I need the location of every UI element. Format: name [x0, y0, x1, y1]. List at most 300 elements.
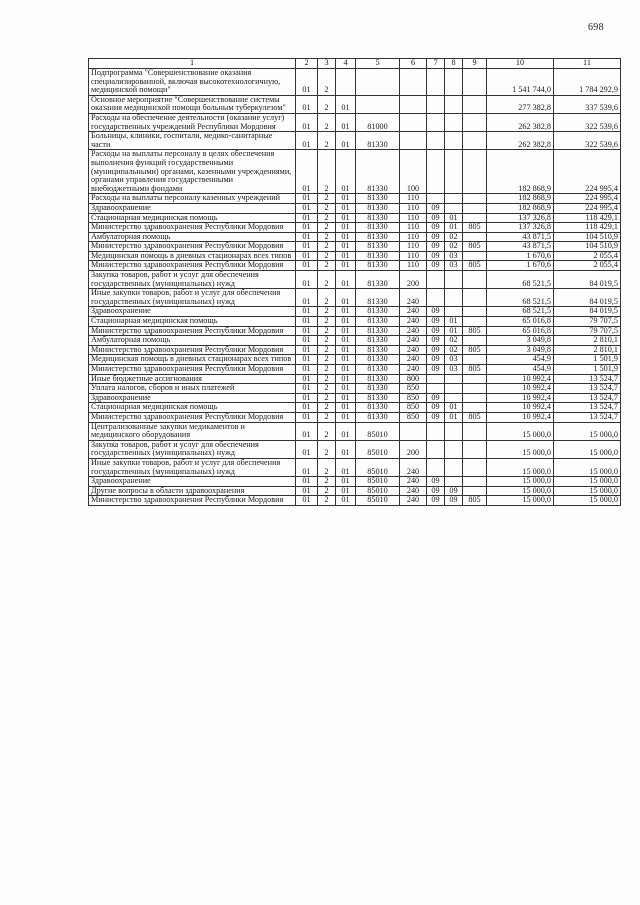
subsection-code: 03 [445, 251, 463, 261]
activity-code: 01 [336, 486, 356, 496]
ministry-code [463, 271, 487, 289]
line-item-name: Здравоохранение [89, 307, 296, 317]
subprogram-code: 2 [318, 242, 336, 252]
amount-year-1: 68 521,5 [487, 289, 554, 307]
line-item-name: Здравоохранение [89, 203, 296, 213]
amount-year-1: 10 992,4 [487, 384, 554, 394]
expense-direction-code: 81330 [356, 326, 400, 336]
table-row [89, 477, 621, 487]
section-code [427, 458, 445, 476]
subprogram-code: 2 [318, 440, 336, 458]
expense-direction-code: 85010 [356, 486, 400, 496]
activity-code: 01 [336, 336, 356, 346]
amount-year-1: 454,9 [487, 355, 554, 365]
program-code: 01 [296, 486, 318, 496]
amount-year-1: 15 000,0 [487, 458, 554, 476]
section-code [427, 194, 445, 204]
activity-code: 01 [336, 113, 356, 131]
program-code: 01 [296, 317, 318, 327]
section-code: 09 [427, 393, 445, 403]
program-code: 01 [296, 194, 318, 204]
line-item-name: Здравоохранение [89, 477, 296, 487]
table-row [89, 150, 621, 194]
section-code [427, 271, 445, 289]
section-code: 09 [427, 403, 445, 413]
table-row [89, 317, 621, 327]
table-row [89, 194, 621, 204]
expense-type-code: 240 [400, 289, 427, 307]
line-item-name: Министерство здравоохранения Республики Мордовия [89, 261, 296, 271]
subprogram-code: 2 [318, 113, 336, 131]
table-row [89, 486, 621, 496]
activity-code: 01 [336, 251, 356, 261]
line-item-name: Стационарная медицинская помощь [89, 213, 296, 223]
program-code: 01 [296, 213, 318, 223]
subprogram-code: 2 [318, 326, 336, 336]
amount-year-1: 10 992,4 [487, 403, 554, 413]
program-code: 01 [296, 69, 318, 96]
program-code: 01 [296, 345, 318, 355]
table-row [89, 336, 621, 346]
line-item-name: Уплата налогов, сборов и иных платежей [89, 384, 296, 394]
line-item-name: Амбулаторная помощь [89, 232, 296, 242]
program-code: 01 [296, 132, 318, 150]
line-item-name: Централизованные закупки медикаментов и медицинского оборудования [89, 422, 296, 440]
expense-type-code: 850 [400, 393, 427, 403]
expense-direction-code [356, 69, 400, 96]
subprogram-code: 2 [318, 458, 336, 476]
ministry-code [463, 251, 487, 261]
section-code: 09 [427, 213, 445, 223]
column-header-5: 5 [356, 59, 400, 69]
subsection-code [445, 477, 463, 487]
line-item-name: Министерство здравоохранения Республики Мордовия [89, 496, 296, 506]
page-number: 698 [588, 22, 604, 33]
program-code: 01 [296, 150, 318, 194]
subprogram-code: 2 [318, 213, 336, 223]
line-item-name: Закупка товаров, работ и услуг для обеспечения государственных (муниципальных) нужд [89, 440, 296, 458]
section-code [427, 69, 445, 96]
ministry-code [463, 113, 487, 131]
expense-type-code: 110 [400, 242, 427, 252]
expense-direction-code: 81330 [356, 289, 400, 307]
column-header-2: 2 [296, 59, 318, 69]
table-row [89, 113, 621, 131]
subprogram-code: 2 [318, 150, 336, 194]
amount-year-2: 118 429,1 [554, 213, 621, 223]
column-header-4: 4 [336, 59, 356, 69]
section-code: 09 [427, 223, 445, 233]
expense-direction-code: 81330 [356, 223, 400, 233]
subsection-code [445, 132, 463, 150]
activity-code: 01 [336, 393, 356, 403]
subsection-code: 09 [445, 486, 463, 496]
subprogram-code: 2 [318, 393, 336, 403]
expense-type-code: 240 [400, 365, 427, 375]
subsection-code: 09 [445, 496, 463, 506]
program-code: 01 [296, 113, 318, 131]
section-code: 09 [427, 345, 445, 355]
amount-year-1: 65 016,8 [487, 326, 554, 336]
subsection-code: 01 [445, 326, 463, 336]
expense-direction-code: 81330 [356, 242, 400, 252]
section-code: 09 [427, 317, 445, 327]
table-row [89, 458, 621, 476]
section-code: 09 [427, 242, 445, 252]
activity-code: 01 [336, 307, 356, 317]
line-item-name: Медицинская помощь в дневных стационарах всех типов [89, 355, 296, 365]
activity-code: 01 [336, 203, 356, 213]
expense-direction-code: 81330 [356, 194, 400, 204]
expense-direction-code: 81330 [356, 213, 400, 223]
subsection-code [445, 422, 463, 440]
subprogram-code: 2 [318, 194, 336, 204]
table-row [89, 412, 621, 422]
line-item-name: Иные закупки товаров, работ и услуг для обеспечения государственных (муниципальных) нужд [89, 289, 296, 307]
amount-year-1: 262 382,8 [487, 113, 554, 131]
ministry-code [463, 232, 487, 242]
expense-direction-code: 81330 [356, 384, 400, 394]
section-code: 09 [427, 336, 445, 346]
subsection-code [445, 69, 463, 96]
expense-direction-code: 81330 [356, 203, 400, 213]
amount-year-1: 15 000,0 [487, 477, 554, 487]
program-code: 01 [296, 232, 318, 242]
activity-code: 01 [336, 412, 356, 422]
table-row [89, 251, 621, 261]
table-body [89, 69, 621, 506]
line-item-name: Больницы, клиники, госпитали, медико-санитарные части [89, 132, 296, 150]
expense-type-code: 240 [400, 345, 427, 355]
expense-type-code: 110 [400, 251, 427, 261]
amount-year-1: 15 000,0 [487, 486, 554, 496]
subsection-code [445, 203, 463, 213]
activity-code: 01 [336, 326, 356, 336]
program-code: 01 [296, 422, 318, 440]
amount-year-2: 13 524,7 [554, 393, 621, 403]
amount-year-2: 79 707,5 [554, 326, 621, 336]
ministry-code: 805 [463, 326, 487, 336]
activity-code: 01 [336, 261, 356, 271]
line-item-name: Основное мероприятие "Совершенствование системы оказания медицинской помощи больным туберкулезом" [89, 95, 296, 113]
expense-type-code [400, 132, 427, 150]
expense-type-code: 110 [400, 203, 427, 213]
activity-code: 01 [336, 458, 356, 476]
expense-type-code: 110 [400, 213, 427, 223]
amount-year-2: 15 000,0 [554, 496, 621, 506]
subsection-code: 03 [445, 261, 463, 271]
section-code [427, 422, 445, 440]
program-code: 01 [296, 384, 318, 394]
expense-type-code: 240 [400, 458, 427, 476]
section-code: 09 [427, 203, 445, 213]
subsection-code [445, 289, 463, 307]
subprogram-code: 2 [318, 477, 336, 487]
expense-direction-code: 85010 [356, 440, 400, 458]
amount-year-2: 2 810,1 [554, 345, 621, 355]
subsection-code [445, 374, 463, 384]
program-code: 01 [296, 223, 318, 233]
amount-year-2: 2 055,4 [554, 251, 621, 261]
table-row [89, 203, 621, 213]
line-item-name: Стационарная медицинская помощь [89, 317, 296, 327]
amount-year-1: 3 049,8 [487, 345, 554, 355]
amount-year-2: 15 000,0 [554, 477, 621, 487]
expense-direction-code: 81330 [356, 345, 400, 355]
expense-type-code: 240 [400, 317, 427, 327]
amount-year-1: 182 868,9 [487, 194, 554, 204]
program-code: 01 [296, 242, 318, 252]
column-header-10: 10 [487, 59, 554, 69]
ministry-code: 805 [463, 261, 487, 271]
activity-code: 01 [336, 150, 356, 194]
subsection-code [445, 440, 463, 458]
expense-type-code: 240 [400, 336, 427, 346]
line-item-name: Закупка товаров, работ и услуг для обеспечения государственных (муниципальных) нужд [89, 271, 296, 289]
expense-type-code [400, 113, 427, 131]
program-code: 01 [296, 403, 318, 413]
subprogram-code: 2 [318, 496, 336, 506]
table-row [89, 393, 621, 403]
amount-year-1: 1 541 744,0 [487, 69, 554, 96]
table-row [89, 496, 621, 506]
expense-direction-code: 81330 [356, 365, 400, 375]
ministry-code [463, 95, 487, 113]
subprogram-code: 2 [318, 69, 336, 96]
ministry-code: 805 [463, 412, 487, 422]
expense-type-code: 240 [400, 307, 427, 317]
line-item-name: Иные закупки товаров, работ и услуг для обеспечения государственных (муниципальных) нужд [89, 458, 296, 476]
table-row [89, 289, 621, 307]
table-row [89, 223, 621, 233]
amount-year-1: 10 992,4 [487, 374, 554, 384]
expense-direction-code: 81330 [356, 355, 400, 365]
subsection-code [445, 95, 463, 113]
table-row [89, 261, 621, 271]
program-code: 01 [296, 326, 318, 336]
program-code: 01 [296, 477, 318, 487]
subprogram-code: 2 [318, 317, 336, 327]
subsection-code [445, 393, 463, 403]
table-row [89, 440, 621, 458]
activity-code: 01 [336, 213, 356, 223]
amount-year-2: 15 000,0 [554, 486, 621, 496]
ministry-code [463, 374, 487, 384]
program-code: 01 [296, 355, 318, 365]
ministry-code [463, 289, 487, 307]
amount-year-2: 104 510,9 [554, 242, 621, 252]
program-code: 01 [296, 336, 318, 346]
amount-year-1: 15 000,0 [487, 496, 554, 506]
subprogram-code: 2 [318, 271, 336, 289]
ministry-code [463, 317, 487, 327]
section-code [427, 440, 445, 458]
activity-code: 01 [336, 477, 356, 487]
table-row [89, 69, 621, 96]
amount-year-2: 118 429,1 [554, 223, 621, 233]
section-code: 09 [427, 486, 445, 496]
expense-type-code: 800 [400, 374, 427, 384]
ministry-code [463, 384, 487, 394]
subsection-code: 01 [445, 213, 463, 223]
amount-year-2: 13 524,7 [554, 374, 621, 384]
activity-code: 01 [336, 317, 356, 327]
expense-direction-code: 81330 [356, 251, 400, 261]
amount-year-2: 337 539,6 [554, 95, 621, 113]
activity-code: 01 [336, 289, 356, 307]
amount-year-2: 2 055,4 [554, 261, 621, 271]
expense-direction-code: 85010 [356, 496, 400, 506]
amount-year-2: 104 510,9 [554, 232, 621, 242]
amount-year-1: 137 326,8 [487, 213, 554, 223]
expense-direction-code: 81330 [356, 393, 400, 403]
expense-type-code: 850 [400, 403, 427, 413]
subsection-code: 03 [445, 365, 463, 375]
section-code [427, 132, 445, 150]
expense-direction-code: 85010 [356, 477, 400, 487]
expense-type-code: 110 [400, 194, 427, 204]
table-row [89, 271, 621, 289]
subprogram-code: 2 [318, 412, 336, 422]
expense-type-code: 200 [400, 271, 427, 289]
program-code: 01 [296, 261, 318, 271]
expense-direction-code: 81330 [356, 132, 400, 150]
subprogram-code: 2 [318, 289, 336, 307]
subsection-code [445, 458, 463, 476]
table-row [89, 232, 621, 242]
amount-year-1: 1 670,6 [487, 251, 554, 261]
amount-year-2: 84 019,5 [554, 307, 621, 317]
table-row [89, 355, 621, 365]
program-code: 01 [296, 271, 318, 289]
expense-type-code [400, 69, 427, 96]
table-row [89, 307, 621, 317]
subprogram-code: 2 [318, 365, 336, 375]
amount-year-2: 224 995,4 [554, 194, 621, 204]
expense-direction-code: 81330 [356, 150, 400, 194]
ministry-code: 805 [463, 496, 487, 506]
subprogram-code: 2 [318, 203, 336, 213]
activity-code: 01 [336, 403, 356, 413]
line-item-name: Здравоохранение [89, 393, 296, 403]
table-row [89, 365, 621, 375]
section-code: 09 [427, 355, 445, 365]
subprogram-code: 2 [318, 355, 336, 365]
line-item-name: Подпрограмма "Совершенствование оказания специализированной, включая высокотехнологичную, медицинской помощи" [89, 69, 296, 96]
line-item-name: Министерство здравоохранения Республики Мордовия [89, 223, 296, 233]
subsection-code [445, 150, 463, 194]
subsection-code [445, 307, 463, 317]
ministry-code [463, 477, 487, 487]
expense-type-code: 110 [400, 223, 427, 233]
program-code: 01 [296, 374, 318, 384]
line-item-name: Медицинская помощь в дневных стационарах всех типов [89, 251, 296, 261]
amount-year-2: 224 995,4 [554, 150, 621, 194]
ministry-code [463, 403, 487, 413]
amount-year-1: 182 868,9 [487, 203, 554, 213]
amount-year-2: 1 784 292,9 [554, 69, 621, 96]
ministry-code: 805 [463, 365, 487, 375]
amount-year-1: 137 326,8 [487, 223, 554, 233]
budget-table [88, 58, 621, 506]
expense-direction-code [356, 95, 400, 113]
program-code: 01 [296, 365, 318, 375]
expense-direction-code: 81330 [356, 412, 400, 422]
ministry-code [463, 422, 487, 440]
subprogram-code: 2 [318, 384, 336, 394]
column-header-6: 6 [400, 59, 427, 69]
line-item-name: Расходы на выплаты персоналу казенных учреждений [89, 194, 296, 204]
subsection-code: 02 [445, 345, 463, 355]
amount-year-2: 13 524,7 [554, 403, 621, 413]
expense-direction-code: 81330 [356, 403, 400, 413]
line-item-name: Министерство здравоохранения Республики Мордовия [89, 326, 296, 336]
ministry-code [463, 213, 487, 223]
subsection-code: 01 [445, 317, 463, 327]
amount-year-2: 15 000,0 [554, 440, 621, 458]
program-code: 01 [296, 307, 318, 317]
activity-code: 01 [336, 132, 356, 150]
amount-year-1: 454,9 [487, 365, 554, 375]
ministry-code [463, 69, 487, 96]
activity-code: 01 [336, 271, 356, 289]
subsection-code [445, 194, 463, 204]
column-header-8: 8 [445, 59, 463, 69]
program-code: 01 [296, 289, 318, 307]
activity-code: 01 [336, 232, 356, 242]
subsection-code [445, 384, 463, 394]
table-row [89, 422, 621, 440]
amount-year-2: 13 524,7 [554, 412, 621, 422]
activity-code: 01 [336, 223, 356, 233]
amount-year-2: 322 539,6 [554, 113, 621, 131]
expense-direction-code: 81330 [356, 317, 400, 327]
subprogram-code: 2 [318, 374, 336, 384]
table-row [89, 213, 621, 223]
program-code: 01 [296, 95, 318, 113]
subsection-code: 02 [445, 232, 463, 242]
line-item-name: Иные бюджетные ассигнования [89, 374, 296, 384]
table-row [89, 374, 621, 384]
table-row [89, 242, 621, 252]
column-header-11: 11 [554, 59, 621, 69]
activity-code: 01 [336, 365, 356, 375]
expense-type-code: 200 [400, 440, 427, 458]
amount-year-1: 3 049,8 [487, 336, 554, 346]
section-code: 09 [427, 326, 445, 336]
subsection-code: 02 [445, 242, 463, 252]
section-code: 09 [427, 365, 445, 375]
expense-type-code [400, 95, 427, 113]
amount-year-2: 2 810,1 [554, 336, 621, 346]
line-item-name: Расходы на обеспечение деятельности (оказание услуг) государственных учреждений Республики Мордовия [89, 113, 296, 131]
expense-type-code: 110 [400, 232, 427, 242]
table-row [89, 326, 621, 336]
amount-year-1: 262 382,8 [487, 132, 554, 150]
expense-direction-code: 85010 [356, 422, 400, 440]
table-header-row [89, 59, 621, 69]
activity-code [336, 69, 356, 96]
amount-year-1: 15 000,0 [487, 422, 554, 440]
activity-code: 01 [336, 374, 356, 384]
expense-type-code: 240 [400, 486, 427, 496]
section-code [427, 95, 445, 113]
expense-direction-code: 81330 [356, 307, 400, 317]
amount-year-2: 15 000,0 [554, 422, 621, 440]
amount-year-1: 277 382,8 [487, 95, 554, 113]
subprogram-code: 2 [318, 223, 336, 233]
section-code: 09 [427, 251, 445, 261]
